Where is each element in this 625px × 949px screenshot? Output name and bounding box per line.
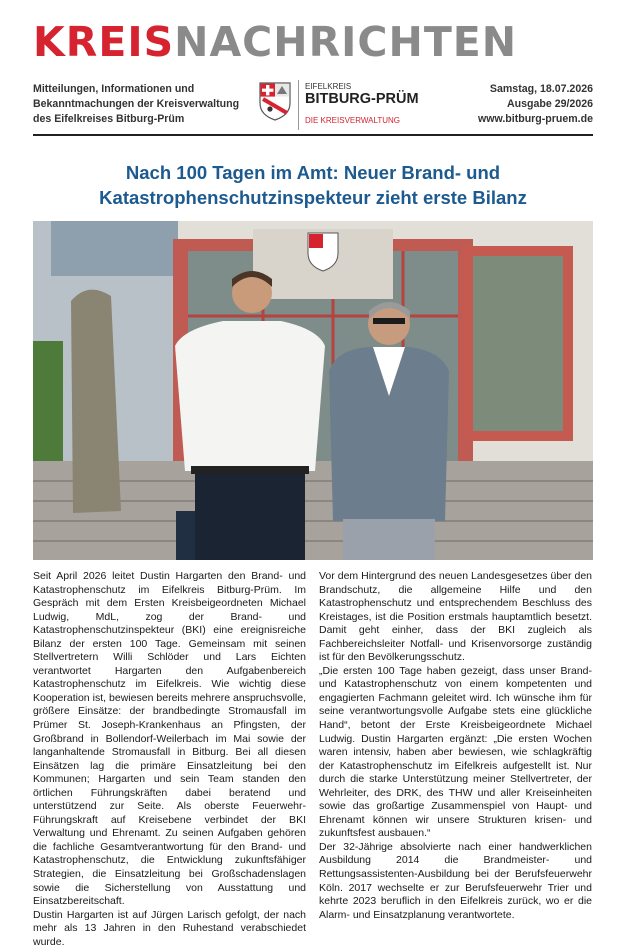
header-rule xyxy=(33,134,593,136)
description-line: Bekanntmachungen der Kreisverwaltung xyxy=(33,98,240,110)
article-photo xyxy=(33,221,593,560)
article-paragraph: „Die ersten 100 Tage haben gezeigt, dass unser Brand- und Katastrophenschutz von einem kompetenten und engagierten Fachmann geleitet wird. Ich wünsche ihm für seine verantwortungsvolle Aufgabe stets eine glückliche Hand“, betont der Erste Kreisbeigeordnete Michael Ludwig. Dustin Hargarten ergänzt: „Die ersten Wochen waren intensiv, haben aber bewiesen, wie schlagkräftig der Katastrophenschutz im Eifelkreis aufgestellt ist. Nur durch die starke Unterstützung meiner Stellvertreter, der Wehrleiter, des DRK, des THW und aller Kreiseinheiten sowie das großartige Zusammenspiel von Haupt- und Ehrenamt können wir unsere Strukturen krisen- und zukunftsfest ausbauen.“ xyxy=(319,664,592,840)
masthead-part-kreis: KREIS xyxy=(33,18,175,66)
description-line: des Eifelkreises Bitburg-Prüm xyxy=(33,113,185,125)
article-headline xyxy=(33,160,593,210)
headline-line: Nach 100 Tagen im Amt: Neuer Brand- und xyxy=(125,162,501,183)
logo-line-2: BITBURG-PRÜM xyxy=(305,91,419,107)
district-logo xyxy=(258,80,428,132)
article-column-left xyxy=(33,570,306,949)
issue-date: Samstag, 18.07.2026 xyxy=(489,83,593,95)
headline-line: Katastrophenschutzinspekteur zieht erste Bilanz xyxy=(99,187,527,208)
article-paragraph: Der 32-Jährige absolvierte nach einer handwerklichen Ausbildung 2014 die Brandmeister- und Rettungsassistenten-Ausbildung bei der Berufsfeuerwehr Köln. 2017 wechselte er zur Berufsfeuerwehr Trier und kehrte 2023 beruflich in den Eifelkreis zurück, wo er die Alarm- und Einsatzplanung verantwortete. xyxy=(319,840,592,921)
website-link[interactable]: www.bitburg-pruem.de xyxy=(478,113,593,125)
article-column-right xyxy=(319,570,592,922)
coat-of-arms-icon xyxy=(258,81,292,121)
masthead-title xyxy=(33,12,593,72)
article-paragraph: Seit April 2026 leitet Dustin Hargarten den Brand- und Katastrophenschutz im Eifelkreis Bitburg-Prüm. Im Gespräch mit dem Ersten Kreisbeigeordneten Michael Ludwig, MdL, zog der Brand- und Katastrophenschutzinspekteur (BKI) eine ereignisreiche Bilanz der ersten 100 Tage. Gemeinsam mit seinen Stellvertretern Willi Schlöder und Lars Eichten verantwortet Hargarten den Aufgabenbereich Katastrophenschutz im Eifelkreis. Wie wichtig diese Kooperation ist, bewiesen bereits mehrere anspruchsvolle, größere Einsätze: der brandbedingte Stromausfall im Prümer St. Joseph-Krankenhaus an Pfingsten, der Großbrand in Bollendorf-Weilerbach im Mai sowie der langanhaltende Stromausfall in Bitburg. Bei all diesen Einsätzen lag die primäre Einsatzleitung bei den Kommunen; Hargarten und sein Team standen den örtlichen Führungskräften dabei beratend und unterstützend zur Seite. Als oberste Feuerwehr-Führungskraft auf Kreisebene verbindet der BKI Verwaltung und Ehrenamt. Zu seinen Aufgaben gehören die fachliche Gesamtverantwortung für den Brand- und Katastrophenschutz, die Entwicklung zukunftsfähiger Strategien, die Einsatzleitung bei Großschadenslagen sowie die Sicherstellung von Ausstattung und Einsatzbereitschaft. xyxy=(33,570,306,908)
publication-description xyxy=(33,82,248,127)
article-paragraph: Dustin Hargarten ist auf Jürgen Larisch gefolgt, der nach mehr als 13 Jahren in den Ruhestand verabschiedet wurde. xyxy=(33,908,306,948)
issue-info xyxy=(433,82,593,127)
logo-divider xyxy=(298,80,299,130)
logo-line-3: DIE KREISVERWALTUNG xyxy=(305,116,400,125)
logo-line-1: EIFELKREIS xyxy=(305,82,352,91)
issue-number: Ausgabe 29/2026 xyxy=(507,98,593,110)
article-paragraph: Vor dem Hintergrund des neuen Landesgesetzes über den Brandschutz, die allgemeine Hilfe und den Katastrophenschutz und entsprechendem Beschluss des Kreistages, ist die Position erstmals hauptamtlich besetzt. Damit geht einher, dass der BKI zugleich als Fachbereichsleiter Notfall- und Krisenvorsorge zuständig ist für den Bevölkerungsschutz. xyxy=(319,570,592,664)
description-line: Mitteilungen, Informationen und xyxy=(33,83,195,95)
masthead-part-nachrichten: NACHRICHTEN xyxy=(174,18,518,66)
